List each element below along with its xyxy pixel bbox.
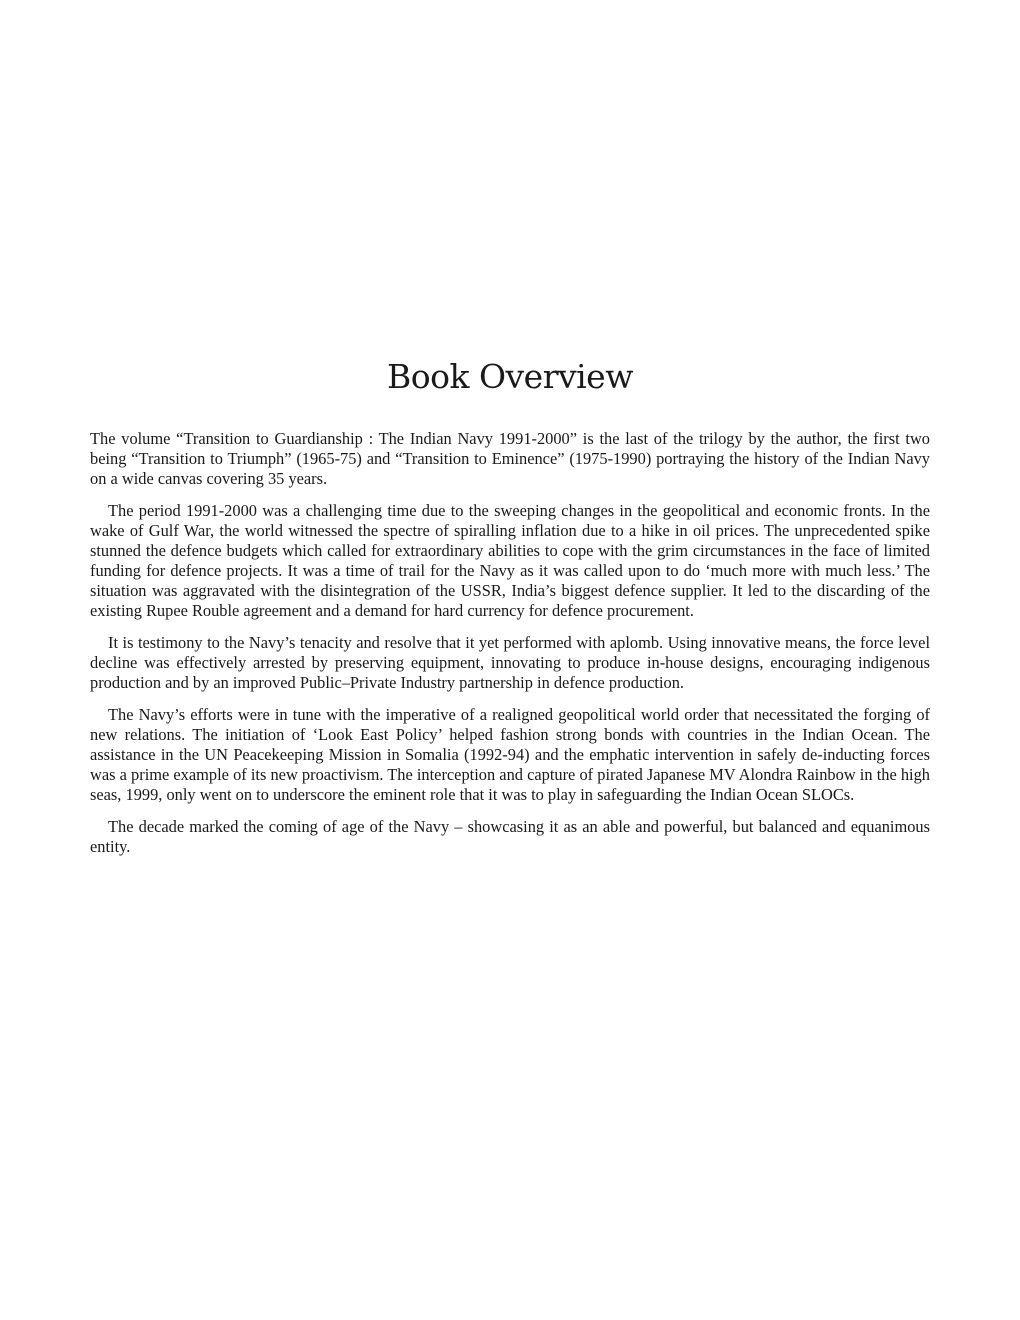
page-title: Book Overview [387,357,633,396]
paragraph-efforts: The Navy’s efforts were in tune with the imperative of a realigned geopolitical world order that necessitated the forging of new relations. The initiation of ‘Look East Policy’ helped fashion strong bonds with countries in the Indian Ocean. The assistance in the UN Peacekeeping Mission in Somalia (1992-94) and the emphatic intervention in safely de-inducting forces was a prime example of its new proactivism. The interception and capture of pirated Japanese MV Alondra Rainbow in the high seas, 1999, only went on to underscore the eminent role that it was to play in safeguarding the Indian Ocean SLOCs. [90,705,930,804]
paragraph-period: The period 1991-2000 was a challenging time due to the sweeping changes in the geopolitical and economic fronts. In the wake of Gulf War, the world witnessed the spectre of spiralling inflation due to a hike in oil prices. The unprecedented spike stunned the defence budgets which called for extraordinary abilities to cope with the grim circumstances in the face of limited funding for defence projects. It was a time of trail for the Navy as it was called upon to do ‘much more with much less.’ The situation was aggravated with the disintegration of the USSR, India’s biggest defence supplier. It led to the discarding of the existing Rupee Rouble agreement and a demand for hard currency for defence procurement. [90,501,930,620]
paragraph-testimony: It is testimony to the Navy’s tenacity and resolve that it yet performed with aplomb. Using innovative means, the force level decline was effectively arrested by preserving equipment, innovating to produce in-house designs, encouraging indigenous production and by an improved Public–Private Industry partnership in defence production. [90,633,930,692]
paragraph-intro: The volume “Transition to Guardianship : The Indian Navy 1991-2000” is the last of the trilogy by the author, the first two being “Transition to Triumph” (1965-75) and “Transition to Eminence” (1975-1990) portraying the history of the Indian Navy on a wide canvas covering 35 years. [90,429,930,488]
overview-body [90,429,930,869]
paragraph-decade: The decade marked the coming of age of the Navy – showcasing it as an able and powerful, but balanced and equanimous entity. [90,817,930,856]
